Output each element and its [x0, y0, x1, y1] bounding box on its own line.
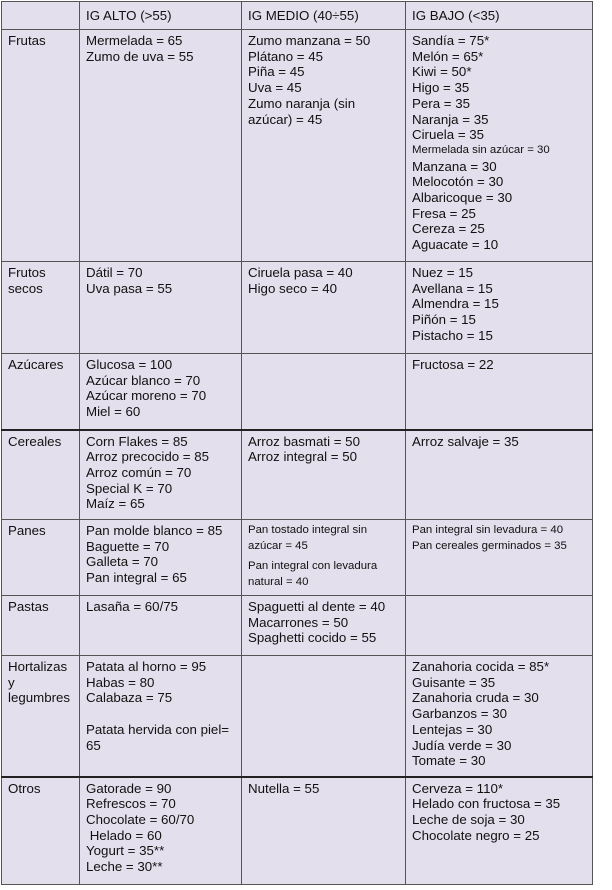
- table-row: [2, 656, 593, 777]
- ig-medio-cell: [242, 777, 406, 885]
- category-cell: Hortalizas y legumbres: [2, 656, 80, 777]
- food-item: Judía verde = 30: [412, 737, 512, 753]
- food-item: Dátil = 70: [86, 265, 143, 280]
- food-item: Arroz común = 70: [86, 464, 192, 480]
- food-item: Ciruela = 35: [412, 127, 485, 143]
- ig-alto-cell: [80, 656, 242, 777]
- food-item: Nuez = 15: [412, 265, 473, 280]
- ig-bajo-cell: [406, 30, 593, 262]
- food-item: Avellana = 15: [412, 280, 493, 296]
- food-item: Lasaña = 60/75: [86, 599, 179, 614]
- food-item: Patata hervida con piel= 65: [86, 721, 230, 753]
- food-item: Spaghetti cocido = 55: [248, 630, 377, 646]
- ig-alto-cell: [80, 30, 242, 262]
- ig-alto-cell: [80, 262, 242, 354]
- ig-medio-cell: [242, 354, 406, 430]
- food-item: Spaguetti al dente = 40: [248, 599, 386, 614]
- food-item: Chocolate = 60/70: [86, 811, 195, 827]
- food-item: Special K = 70: [86, 480, 173, 496]
- food-item: Corn Flakes = 85: [86, 433, 188, 449]
- food-item: Azúcar blanco = 70: [86, 372, 201, 388]
- table-row: [2, 596, 593, 656]
- food-item: Zumo naranja (sin azúcar) = 45: [248, 95, 356, 127]
- table-row: [2, 520, 593, 596]
- food-item: Piña = 45: [248, 64, 305, 80]
- header-row: [2, 2, 593, 30]
- food-item: Maíz = 65: [86, 496, 145, 512]
- food-item: Glucosa = 100: [86, 357, 173, 372]
- food-item: Gatorade = 90: [86, 780, 172, 796]
- food-item: Arroz integral = 50: [248, 449, 358, 465]
- food-item: Mermelada = 65: [86, 33, 183, 48]
- ig-bajo-cell: [406, 596, 593, 656]
- table-row: [2, 30, 593, 262]
- food-item: Almendra = 15: [412, 296, 499, 312]
- food-item: Habas = 80: [86, 674, 155, 690]
- food-item: Fresa = 25: [412, 205, 476, 221]
- category-cell: Frutas: [2, 30, 80, 262]
- ig-medio-cell: [242, 520, 406, 596]
- food-item: Pera = 35: [412, 95, 471, 111]
- food-item: Nutella = 55: [248, 780, 320, 796]
- food-item: Piñón = 15: [412, 312, 476, 328]
- food-item: Zumo de uva = 55: [86, 48, 194, 64]
- food-item: Pan molde blanco = 85: [86, 523, 223, 538]
- ig-medio-cell: [242, 430, 406, 520]
- food-item: Melocotón = 30: [412, 174, 504, 190]
- ig-medio-cell: [242, 30, 406, 262]
- food-item: Naranja = 35: [412, 111, 489, 127]
- food-item: Cereza = 25: [412, 221, 485, 237]
- table-row: [2, 354, 593, 430]
- food-item: Arroz precocido = 85: [86, 449, 210, 465]
- food-item: Fructosa = 22: [412, 357, 494, 372]
- category-cell: Panes: [2, 520, 80, 596]
- food-item: Pan tostado integral sin azúcar = 45: [248, 524, 368, 552]
- food-item: Baguette = 70: [86, 538, 170, 554]
- food-item: Pan integral con levadura natural = 40: [248, 560, 378, 589]
- food-item: Galleta = 70: [86, 554, 159, 570]
- food-item: Aguacate = 10: [412, 237, 499, 253]
- category-cell: Pastas: [2, 596, 80, 656]
- ig-bajo-cell: [406, 262, 593, 354]
- food-item: Arroz basmati = 50: [248, 433, 360, 449]
- ig-bajo-cell: [406, 354, 593, 430]
- food-item: Kiwi = 50*: [412, 64, 472, 80]
- food-item: Sandía = 75*: [412, 33, 490, 48]
- food-item: Azúcar moreno = 70: [86, 388, 207, 404]
- food-item: Pan integral = 65: [86, 570, 187, 586]
- food-item: Manzana = 30: [412, 158, 497, 174]
- food-item: Uva = 45: [248, 80, 302, 96]
- category-cell: Azúcares: [2, 354, 80, 430]
- food-item: Calabaza = 75: [86, 690, 173, 706]
- category-cell: Frutos secos: [2, 262, 80, 354]
- food-item: Refrescos = 70: [86, 796, 176, 812]
- ig-alto-cell: [80, 777, 242, 885]
- header-category: [2, 2, 80, 30]
- header-ig-alto: IG ALTO (>55): [80, 2, 242, 30]
- food-item: Miel = 60: [86, 404, 141, 420]
- ig-alto-cell: [80, 354, 242, 430]
- header-ig-bajo: IG BAJO (<35): [406, 2, 593, 30]
- food-item: Leche de soja = 30: [412, 811, 525, 827]
- food-item: Ciruela pasa = 40: [248, 265, 353, 280]
- food-item: Zumo manzana = 50: [248, 33, 371, 48]
- ig-alto-cell: [80, 596, 242, 656]
- food-item: Chocolate negro = 25: [412, 827, 540, 843]
- food-item: Cerveza = 110*: [412, 780, 504, 796]
- food-item: Pistacho = 15: [412, 327, 493, 343]
- food-item: Higo = 35: [412, 80, 470, 96]
- food-item: Pan cereales germinados = 35: [412, 539, 567, 552]
- table-row: [2, 262, 593, 354]
- food-item: Uva pasa = 55: [86, 280, 173, 296]
- ig-bajo-cell: [406, 656, 593, 777]
- food-item: Mermelada sin azúcar = 30: [412, 143, 550, 156]
- food-item: Tomate = 30: [412, 753, 486, 769]
- food-item: Plátano = 45: [248, 48, 324, 64]
- ig-alto-cell: [80, 520, 242, 596]
- food-item: Arroz salvaje = 35: [412, 433, 519, 449]
- ig-bajo-cell: [406, 430, 593, 520]
- ig-medio-cell: [242, 596, 406, 656]
- food-item: Higo seco = 40: [248, 280, 338, 296]
- table-row: [2, 430, 593, 520]
- category-cell: Otros: [2, 777, 80, 885]
- table-row: [2, 777, 593, 885]
- food-item: Zanahoria cocida = 85*: [412, 659, 550, 674]
- food-item: Leche = 30**: [86, 859, 163, 875]
- food-item: Melón = 65*: [412, 48, 484, 64]
- food-item: Guisante = 35: [412, 674, 496, 690]
- ig-medio-cell: [242, 656, 406, 777]
- ig-bajo-cell: [406, 520, 593, 596]
- glycemic-index-table: [1, 1, 593, 885]
- food-item: Helado con fructosa = 35: [412, 796, 561, 812]
- food-item: Garbanzos = 30: [412, 706, 507, 722]
- food-item: Albaricoque = 30: [412, 190, 513, 206]
- header-ig-medio: IG MEDIO (40÷55): [242, 2, 406, 30]
- food-item: Pan integral sin levadura = 40: [412, 524, 564, 536]
- ig-medio-cell: [242, 262, 406, 354]
- food-item: Zanahoria cruda = 30: [412, 690, 539, 706]
- food-item: Yogurt = 35**: [86, 843, 165, 859]
- food-item: Macarrones = 50: [248, 614, 349, 630]
- ig-bajo-cell: [406, 777, 593, 885]
- food-item: Patata al horno = 95: [86, 659, 207, 674]
- food-item: Helado = 60: [86, 827, 162, 843]
- food-item: Lentejas = 30: [412, 721, 493, 737]
- ig-alto-cell: [80, 430, 242, 520]
- category-cell: Cereales: [2, 430, 80, 520]
